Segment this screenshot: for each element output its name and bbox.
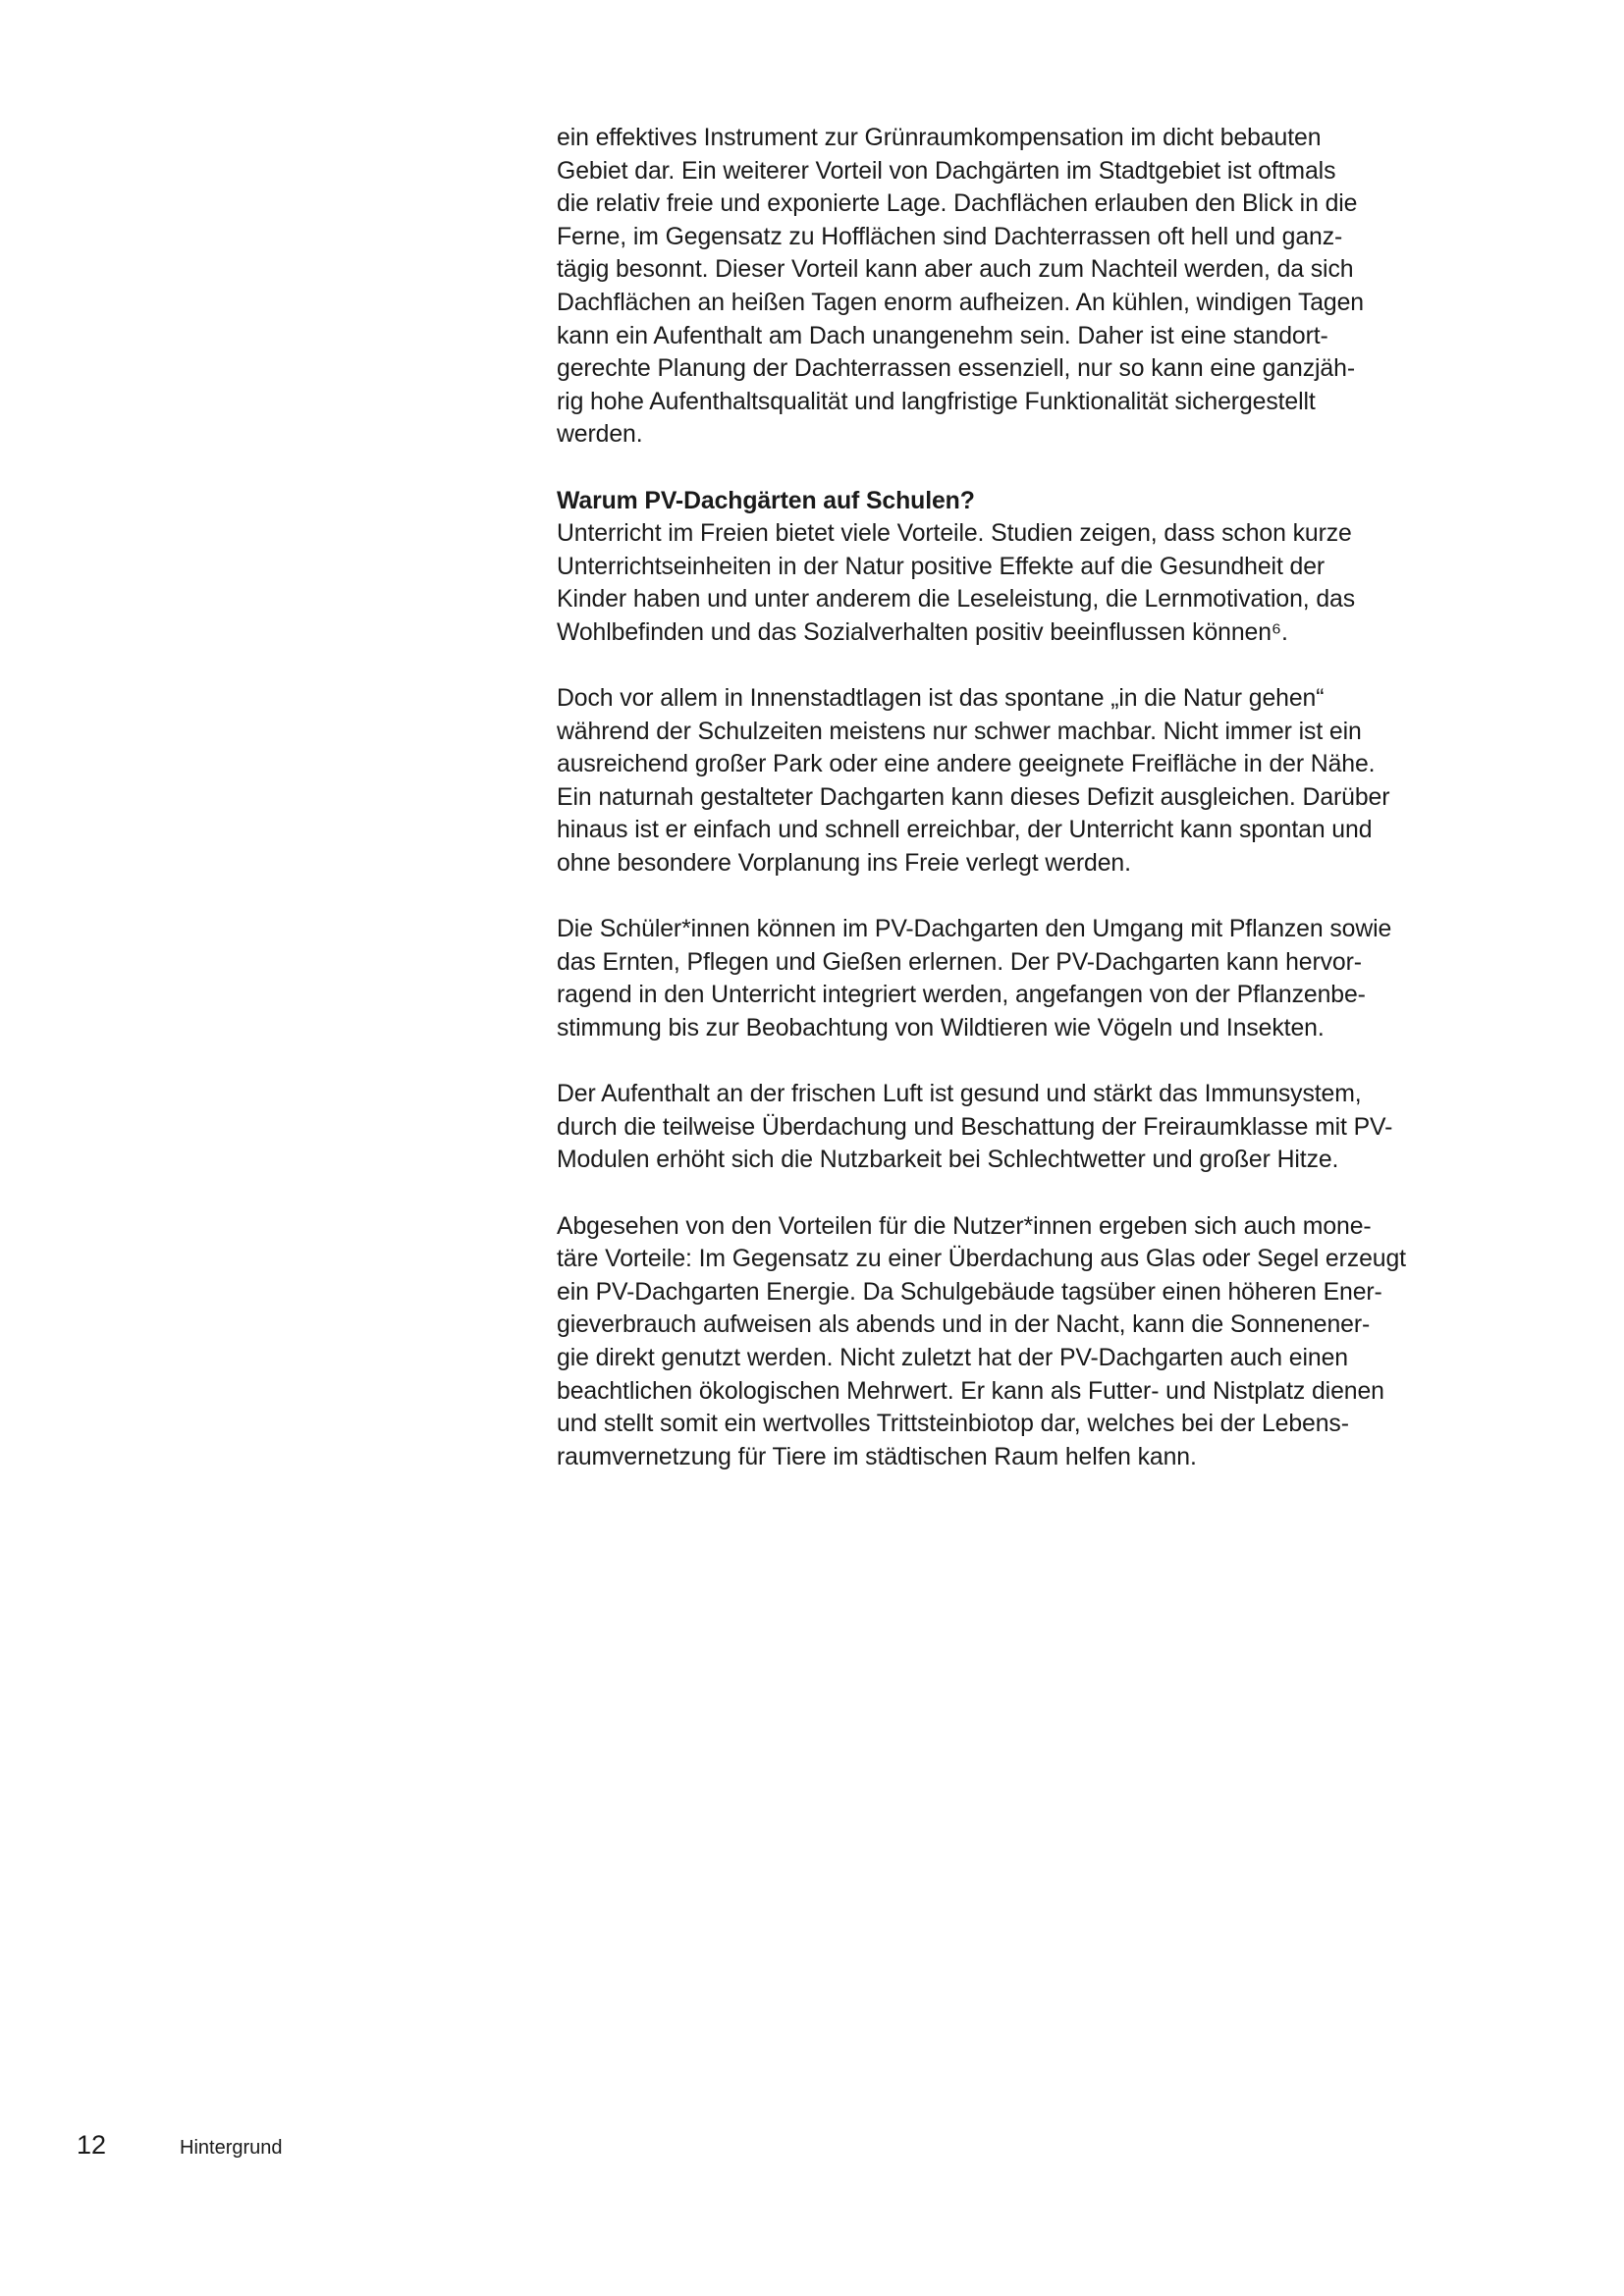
text-line: Ferne, im Gegensatz zu Hofflächen sind Dachterrassen oft hell und ganz- bbox=[557, 223, 1343, 250]
text-line: Abgesehen von den Vorteilen für die Nutzer*innen ergeben sich auch mone- bbox=[557, 1212, 1372, 1240]
paragraph-innenstadtlagen bbox=[557, 682, 1488, 881]
text-line: ein PV-Dachgarten Energie. Da Schulgebäude tagsüber einen höheren Ener- bbox=[557, 1278, 1382, 1306]
text-line: gie direkt genutzt werden. Nicht zuletzt hat der PV-Dachgarten auch einen bbox=[557, 1344, 1348, 1371]
text-line: Dachflächen an heißen Tagen enorm aufheizen. An kühlen, windigen Tagen bbox=[557, 289, 1365, 316]
text-line: rig hohe Aufenthaltsqualität und langfristige Funktionalität sichergestellt bbox=[557, 388, 1316, 415]
section-label: Hintergrund bbox=[180, 2137, 283, 2159]
text-line: ein effektives Instrument zur Grünraumkompensation im dicht bebauten bbox=[557, 125, 1322, 151]
page-number: 12 bbox=[77, 2130, 107, 2160]
text-line: gieverbrauch aufweisen als abends und in der Nacht, kann die Sonnenener- bbox=[557, 1311, 1371, 1339]
paragraph-schueler bbox=[557, 913, 1488, 1044]
text-line: tägig besonnt. Dieser Vorteil kann aber auch zum Nachteil werden, da sich bbox=[557, 256, 1354, 284]
text-line: Gebiet dar. Ein weiterer Vorteil von Dachgärten im Stadtgebiet ist oftmals bbox=[557, 157, 1336, 185]
text-line: Doch vor allem in Innenstadtlagen ist das spontane „in die Natur gehen“ bbox=[557, 685, 1325, 713]
paragraph-unterricht-im-freien bbox=[557, 485, 1488, 650]
body-text bbox=[557, 122, 1488, 1507]
section-heading: Warum PV-Dachgärten auf Schulen? bbox=[557, 487, 975, 514]
text-line: hinaus ist er einfach und schnell erreichbar, der Unterricht kann spontan und bbox=[557, 817, 1373, 844]
text-line: Unterrichtseinheiten in der Natur positive Effekte auf die Gesundheit der bbox=[557, 553, 1326, 580]
text-line: Kinder haben und unter anderem die Leseleistung, die Lernmotivation, das bbox=[557, 586, 1356, 614]
text-line: kann ein Aufenthalt am Dach unangenehm sein. Daher ist eine standort- bbox=[557, 322, 1328, 349]
paragraph-monetaere-vorteile bbox=[557, 1210, 1488, 1474]
text-line: Der Aufenthalt an der frischen Luft ist gesund und stärkt das Immunsystem, bbox=[557, 1081, 1362, 1108]
text-line: Die Schüler*innen können im PV-Dachgarten den Umgang mit Pflanzen sowie bbox=[557, 916, 1392, 943]
text-line: Ein naturnah gestalteter Dachgarten kann dieses Defizit ausgleichen. Darüber bbox=[557, 783, 1390, 811]
text-line: gerechte Planung der Dachterrassen essenziell, nur so kann eine ganzjäh- bbox=[557, 355, 1355, 383]
text-line: während der Schulzeiten meistens nur schwer machbar. Nicht immer ist ein bbox=[557, 718, 1362, 745]
text-line: ragend in den Unterricht integriert werden, angefangen von der Pflanzenbe- bbox=[557, 982, 1366, 1009]
text-line: durch die teilweise Überdachung und Beschattung der Freiraumklasse mit PV- bbox=[557, 1113, 1393, 1141]
text-line: das Ernten, Pflegen und Gießen erlernen. Der PV-Dachgarten kann hervor- bbox=[557, 948, 1362, 976]
text-line: Wohlbefinden und das Sozialverhalten positiv beeinflussen können⁶. bbox=[557, 618, 1288, 646]
text-line: täre Vorteile: Im Gegensatz zu einer Überdachung aus Glas oder Segel erzeugt bbox=[557, 1246, 1406, 1273]
text-line: Unterricht im Freien bietet viele Vorteile. Studien zeigen, dass schon kurze bbox=[557, 520, 1352, 548]
text-line: werden. bbox=[557, 421, 643, 449]
text-line: ohne besondere Vorplanung ins Freie verlegt werden. bbox=[557, 850, 1131, 878]
text-line: beachtlichen ökologischen Mehrwert. Er kann als Futter- und Nistplatz dienen bbox=[557, 1377, 1384, 1405]
text-line: Modulen erhöht sich die Nutzbarkeit bei Schlechtwetter und großer Hitze. bbox=[557, 1147, 1339, 1174]
text-line: ausreichend großer Park oder eine andere geeignete Freifläche in der Nähe. bbox=[557, 751, 1376, 778]
text-line: und stellt somit ein wertvolles Trittsteinbiotop dar, welches bei der Lebens- bbox=[557, 1411, 1349, 1438]
text-line: die relativ freie und exponierte Lage. Dachflächen erlauben den Blick in die bbox=[557, 190, 1358, 218]
paragraph-frische-luft bbox=[557, 1078, 1488, 1177]
text-line: stimmung bis zur Beobachtung von Wildtieren wie Vögeln und Insekten. bbox=[557, 1015, 1325, 1042]
text-line: raumvernetzung für Tiere im städtischen Raum helfen kann. bbox=[557, 1443, 1197, 1470]
intro-paragraph bbox=[557, 122, 1488, 452]
